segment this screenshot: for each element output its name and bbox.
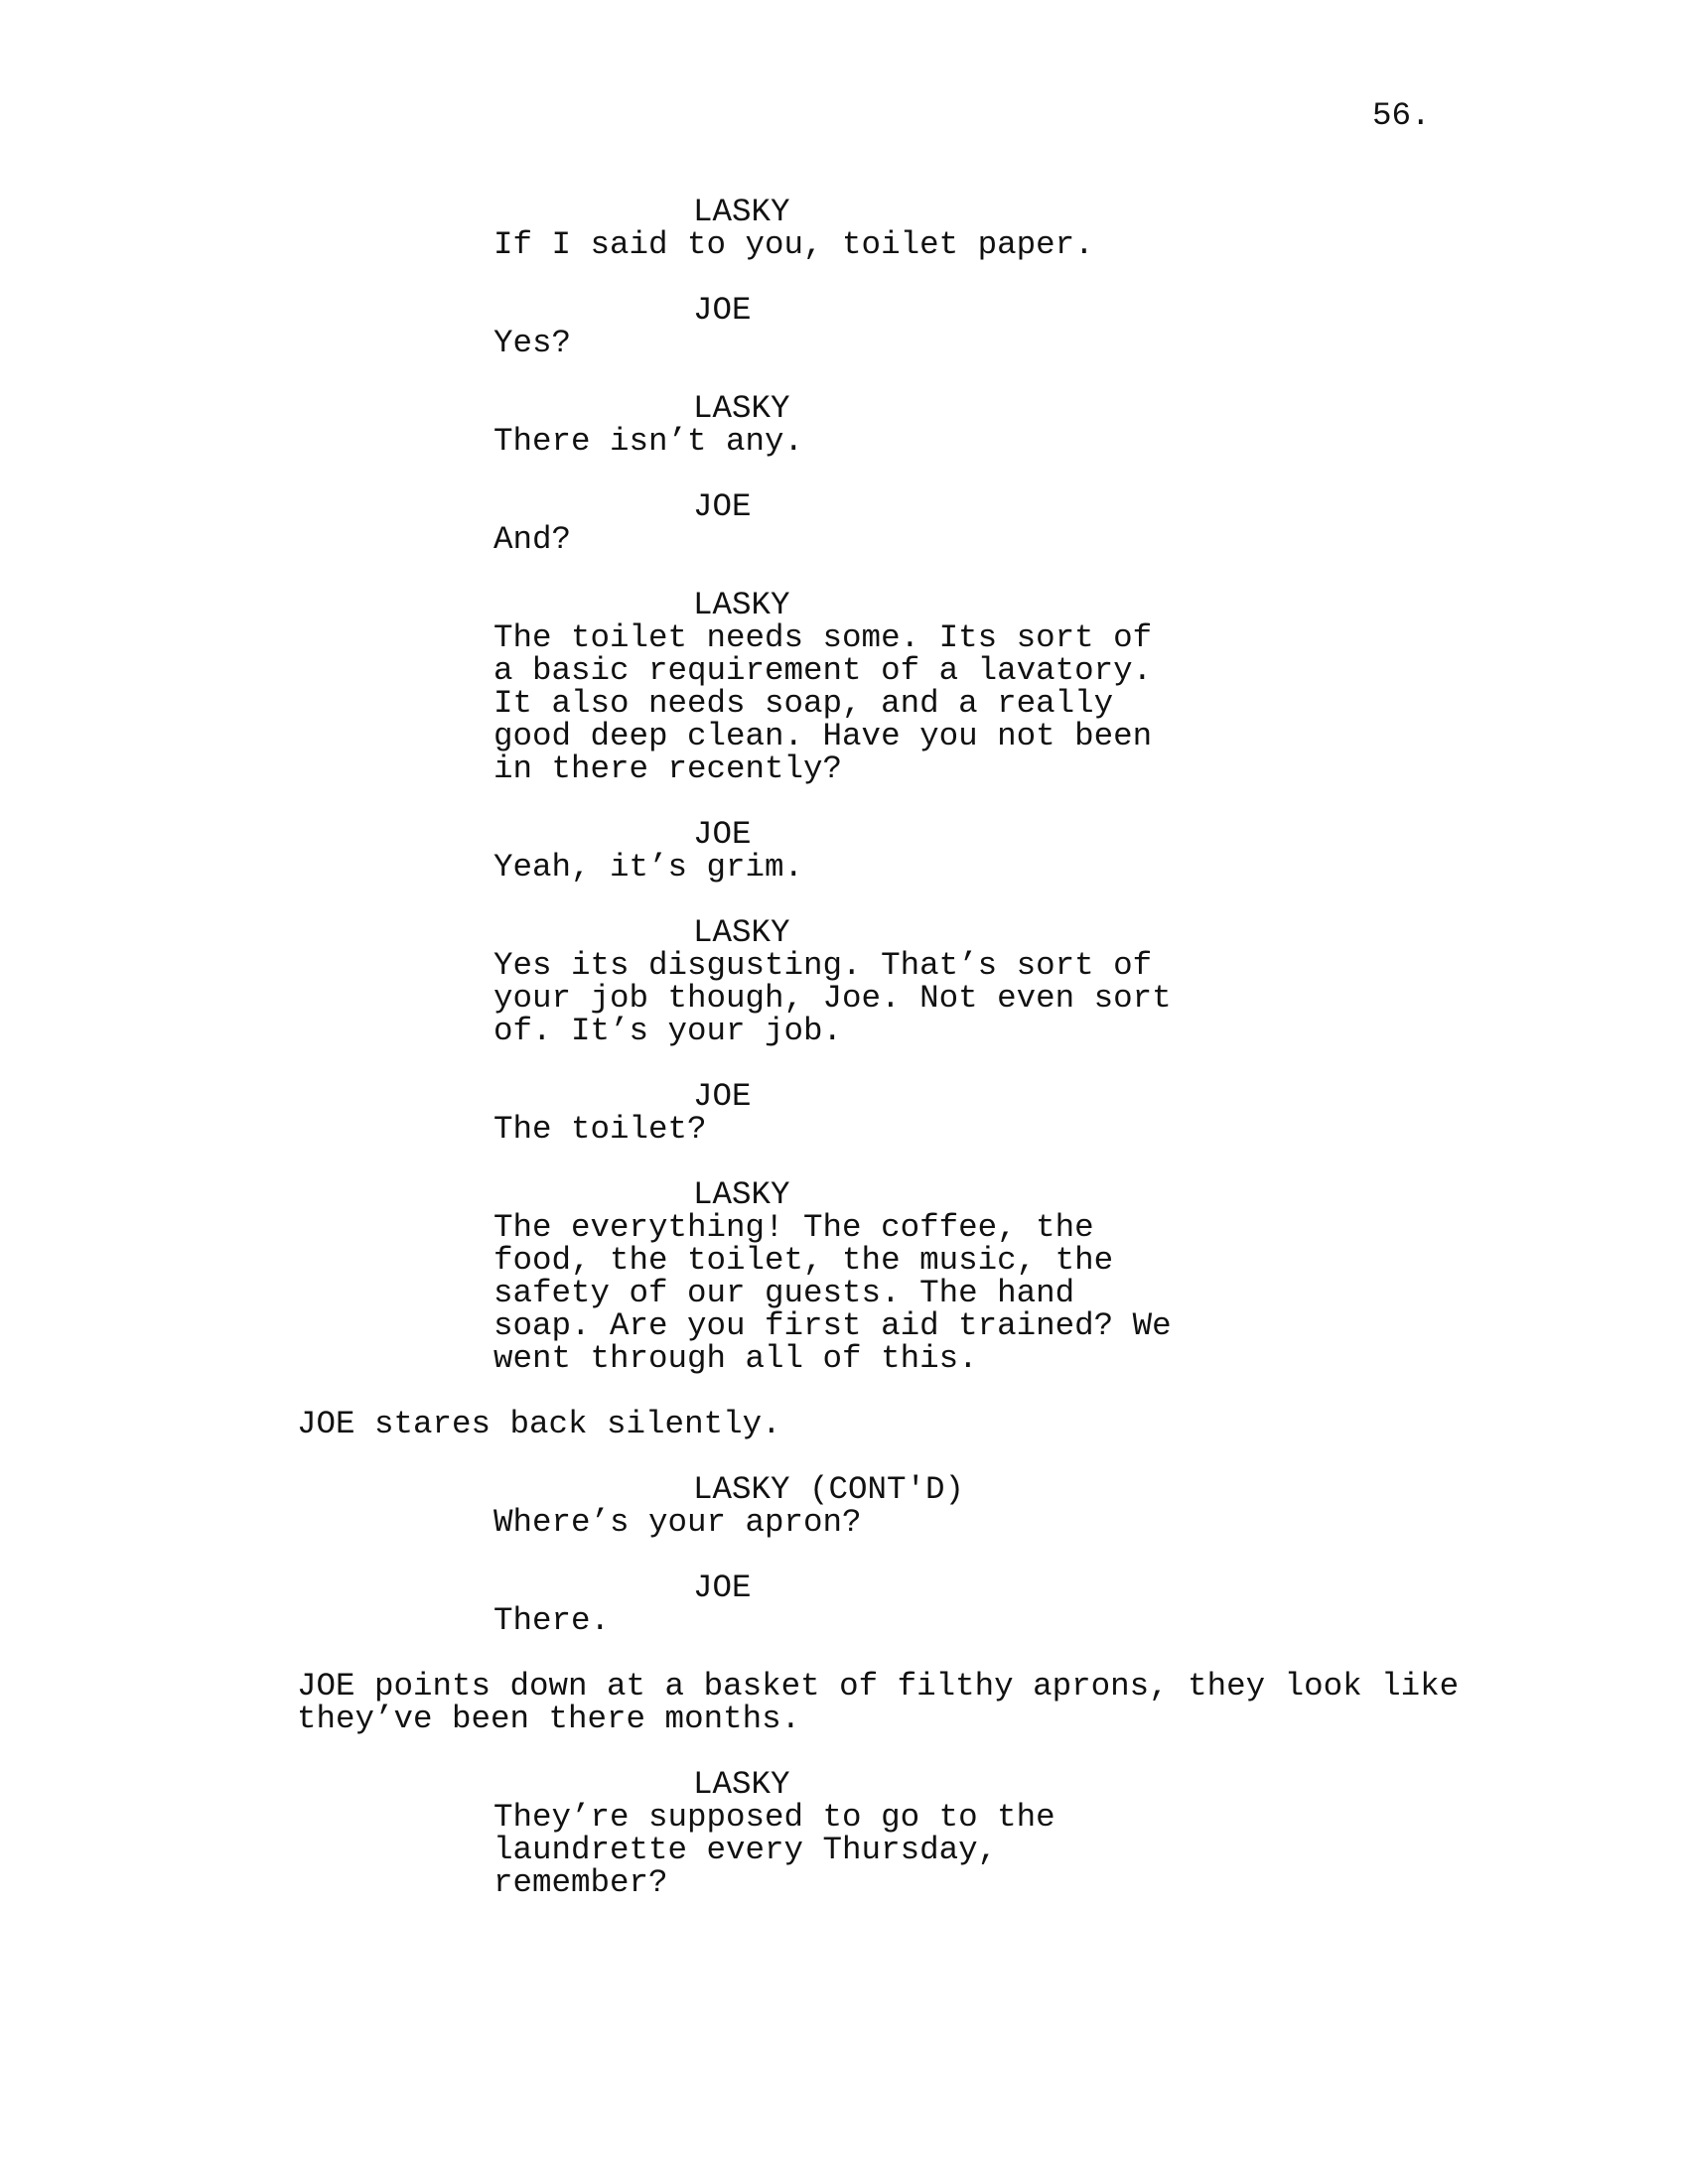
dialogue: The toilet? (493, 1111, 707, 1148)
character-cue: LASKY (693, 587, 790, 623)
action-line: JOE stares back silently. (297, 1406, 781, 1442)
dialogue: The toilet needs some. Its sort of a basic requirement of a lavatory. It also needs soap, and a really good deep clean. Have you not been in there recently? (493, 619, 1153, 787)
dialogue: If I said to you, toilet paper. (493, 226, 1094, 263)
character-cue: LASKY (693, 914, 790, 951)
character-cue: JOE (693, 292, 752, 329)
dialogue: Yes? (493, 325, 572, 361)
dialogue: Yes its disgusting. That’s sort of your job though, Joe. Not even sort of. It’s your job. (493, 947, 1172, 1049)
dialogue: There isn’t any. (493, 423, 804, 460)
character-cue: LASKY (CONT'D) (693, 1471, 965, 1508)
character-cue: JOE (693, 816, 752, 853)
action-line: JOE points down at a basket of filthy aprons, they look like they’ve been there months. (297, 1668, 1460, 1737)
character-cue: LASKY (693, 194, 790, 230)
dialogue: There. (493, 1602, 611, 1639)
character-cue: LASKY (693, 1176, 790, 1213)
dialogue: And? (493, 521, 572, 558)
character-cue: LASKY (693, 390, 790, 427)
character-cue: JOE (693, 1078, 752, 1115)
dialogue: The everything! The coffee, the food, the toilet, the music, the safety of our guests. The hand soap. Are you first aid trained? We went through all of this. (493, 1209, 1172, 1377)
dialogue: Yeah, it’s grim. (493, 849, 804, 886)
page-number: 56. (1372, 97, 1431, 134)
character-cue: JOE (693, 1570, 752, 1606)
dialogue: They’re supposed to go to the laundrette every Thursday, remember? (493, 1799, 1055, 1901)
character-cue: LASKY (693, 1766, 790, 1803)
character-cue: JOE (693, 488, 752, 525)
dialogue: Where’s your apron? (493, 1504, 862, 1541)
